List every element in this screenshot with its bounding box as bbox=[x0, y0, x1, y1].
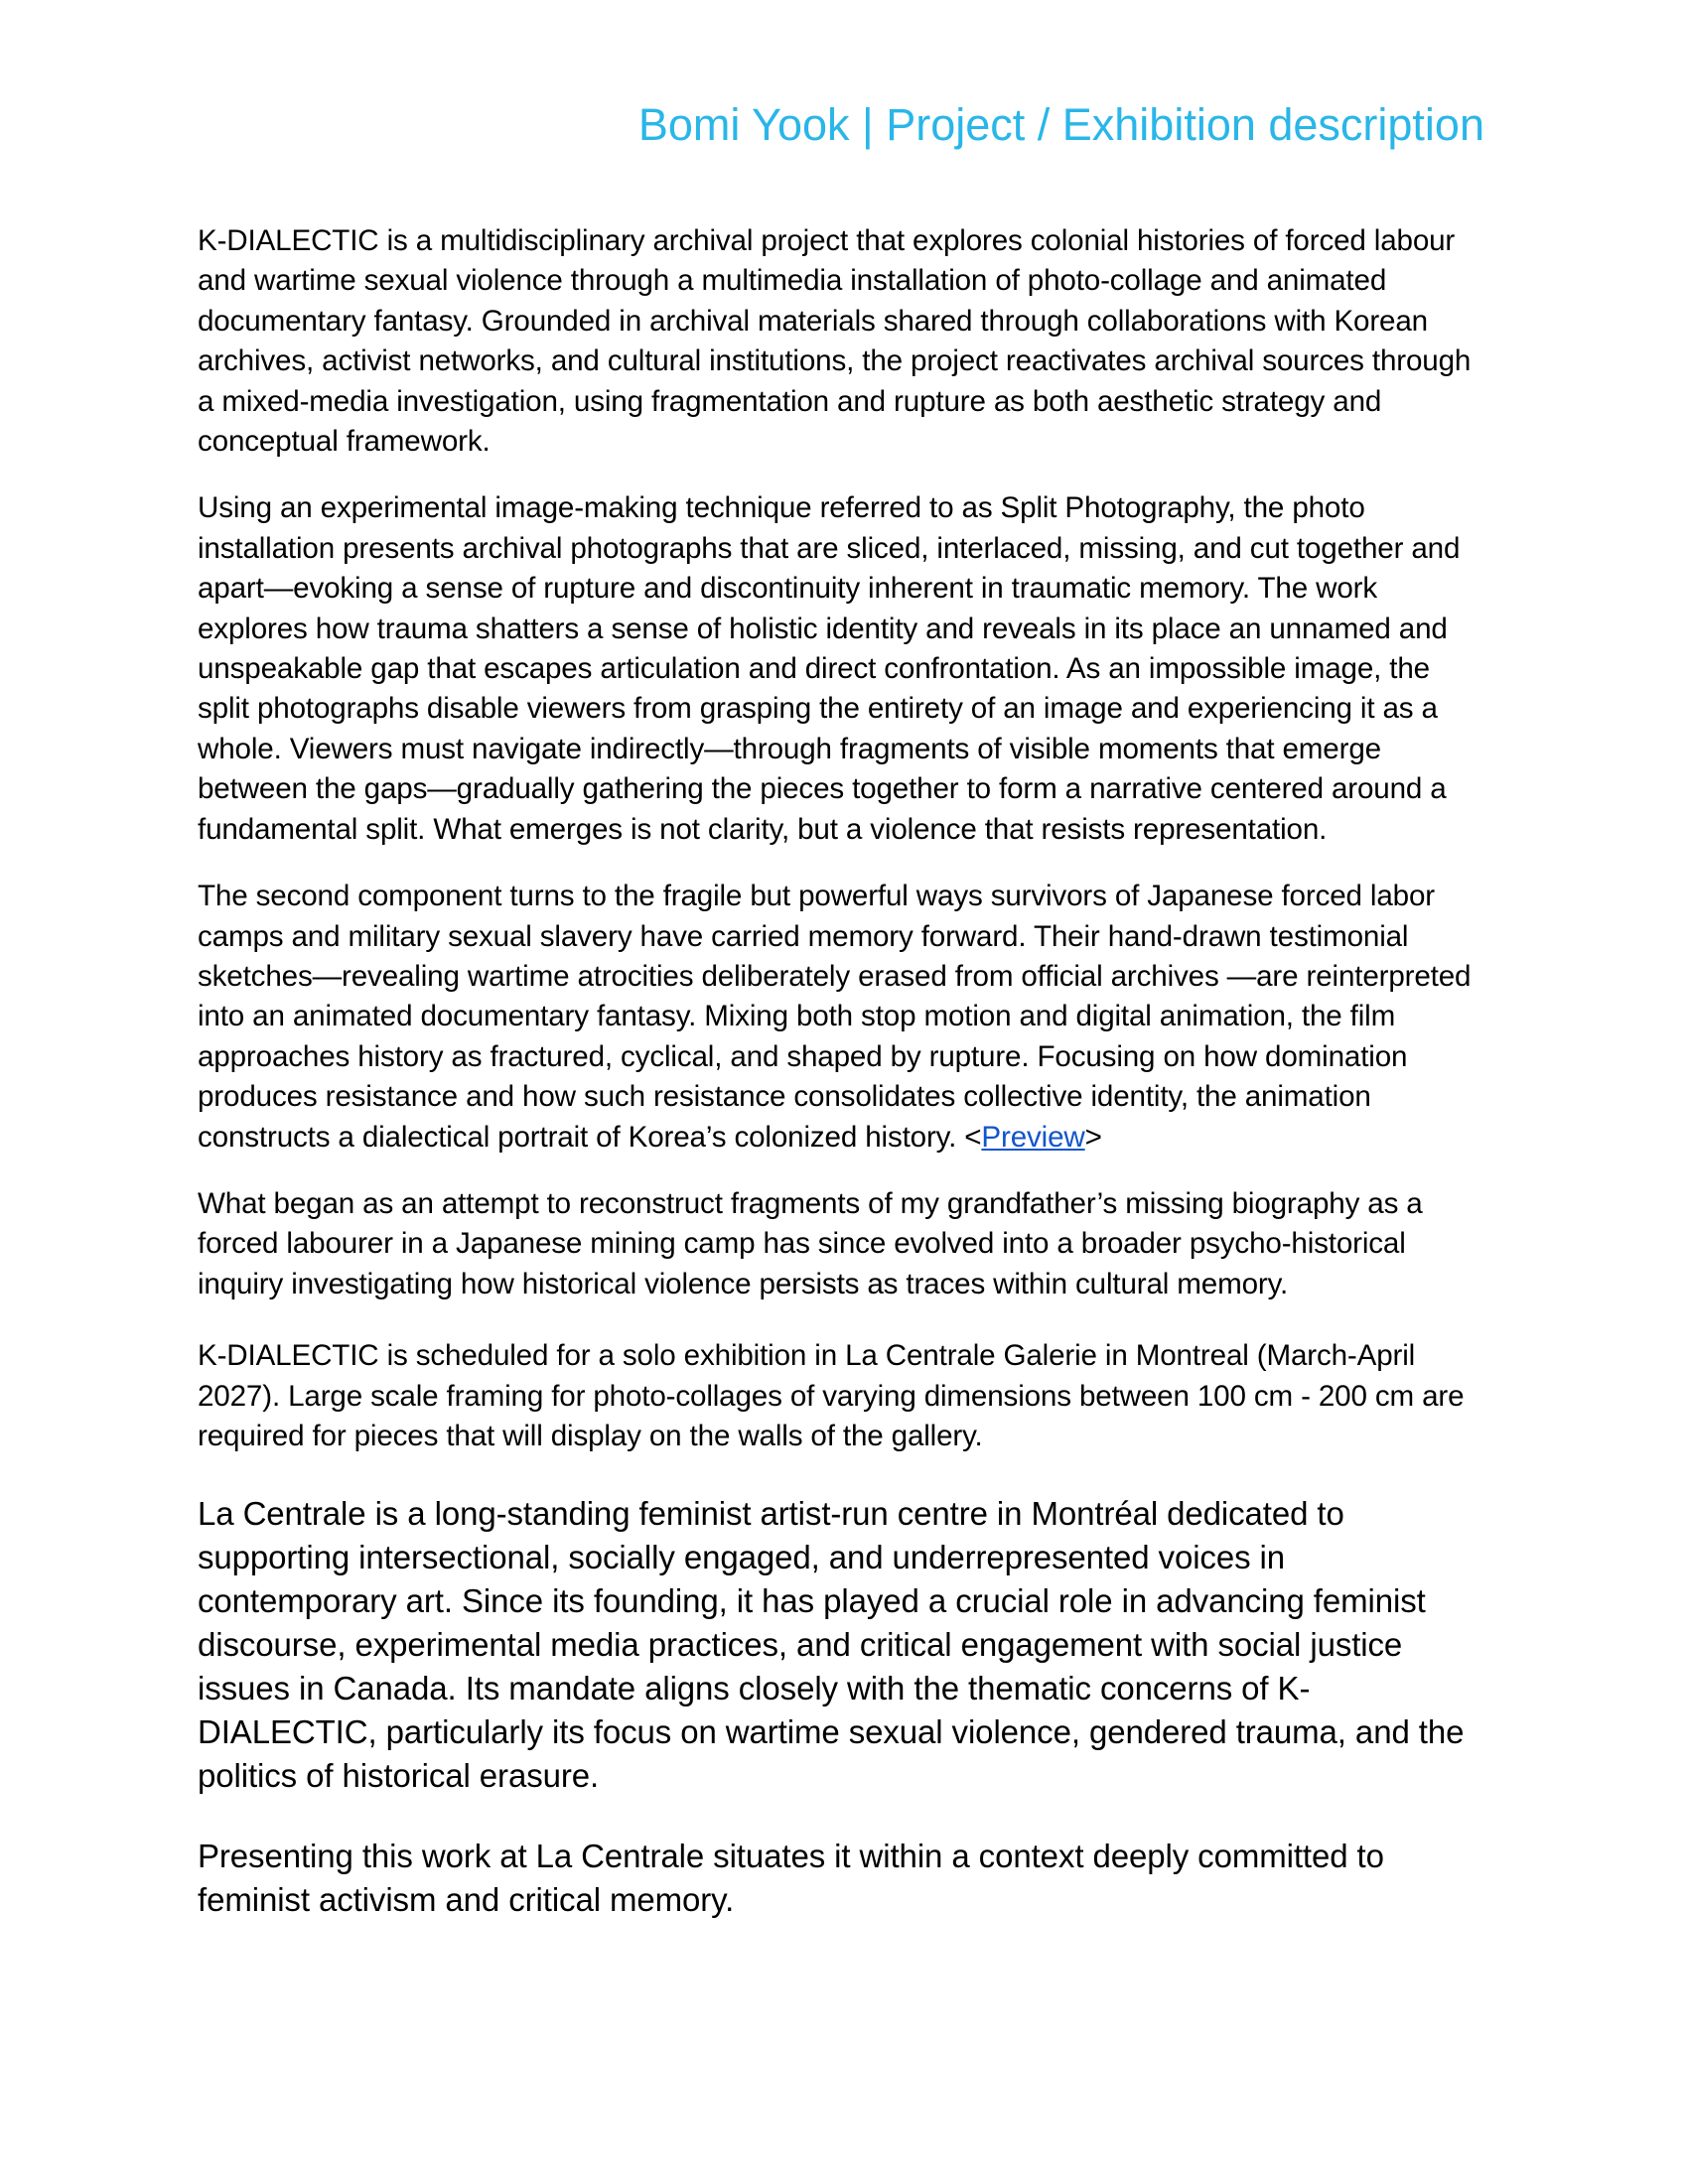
paragraph-split-photography: Using an experimental image-making technique referred to as Split Photography, the photo installation presents archival photographs that are sliced, interlaced, missing, and cut together and apart—evoking a sense of rupture and discontinuity inherent in traumatic memory. The work explores how trauma shatters a sense of holistic identity and reveals in its place an unnamed and unspeakable gap that escapes articulation and direct confrontation. As an impossible image, the split photographs disable viewers from grasping the entirety of an image and experiencing it as a whole. Viewers must navigate indirectly—through fragments of visible moments that emerge between the gaps—gradually gathering the pieces together to form a narrative centered around a fundamental split. What emerges is not clarity, but a violence that resists representation. bbox=[198, 491, 1461, 846]
paragraph-animation-text: The second component turns to the fragile but powerful ways survivors of Japanese forced labor camps and military sexual slavery have carried memory forward. Their hand-drawn testimonial sketches—revealing wartime atrocities deliberately erased from official archives —are reinterpreted into an animated documentary fantasy. Mixing both stop motion and digital animation, the film approaches history as fractured, cyclical, and shaped by rupture. Focusing on how domination produces resistance and how such resistance consolidates collective identity, the animation constructs a dialectical portrait of Korea’s colonized history. < bbox=[198, 880, 1472, 1154]
document-title: Bomi Yook | Project / Exhibition description bbox=[637, 99, 1484, 150]
paragraph-la-centrale: La Centrale is a long-standing feminist artist-run centre in Montréal dedicated to supporting intersectional, socially engaged, and underrepresented voices in contemporary art. Since its founding, it has played a crucial role in advancing feminist discourse, experimental media practices, and critical engagement with social justice issues in Canada. Its mandate aligns closely with the thematic concerns of K-DIALECTIC, particularly its focus on wartime sexual violence, gendered trauma, and the politics of historical erasure. bbox=[198, 1495, 1465, 1795]
paragraph-project-overview: K-DIALECTIC is a multidisciplinary archival project that explores colonial histories of forced labour and wartime sexual violence through a multimedia installation of photo-collage and animated documentary fantasy. Grounded in archival materials shared through collaborations with Korean archives, activist networks, and cultural institutions, the project reactivates archival sources through a mixed-media investigation, using fragmentation and rupture as both aesthetic strategy and conceptual framework. bbox=[198, 224, 1472, 459]
preview-link[interactable]: Preview bbox=[981, 1120, 1085, 1154]
paragraph-origin: What began as an attempt to reconstruct fragments of my grandfather’s missing biography as a forced labourer in a Japanese mining camp has since evolved into a broader psycho-historical inquiry investigating how historical violence persists as traces within cultural memory. bbox=[198, 1186, 1423, 1300]
paragraph-exhibition-schedule: K-DIALECTIC is scheduled for a solo exhibition in La Centrale Galerie in Montreal (March-April 2027). Large scale framing for photo-collages of varying dimensions between 100 cm - 200 cm are required for pieces that will display on the walls of the gallery. bbox=[198, 1339, 1465, 1452]
paragraph-context: Presenting this work at La Centrale situates it within a context deeply committed to feminist activism and critical memory. bbox=[198, 1838, 1384, 1919]
preview-link-suffix: > bbox=[1084, 1120, 1102, 1154]
document-body bbox=[198, 221, 1484, 1922]
paragraph-animation bbox=[198, 877, 1484, 1158]
